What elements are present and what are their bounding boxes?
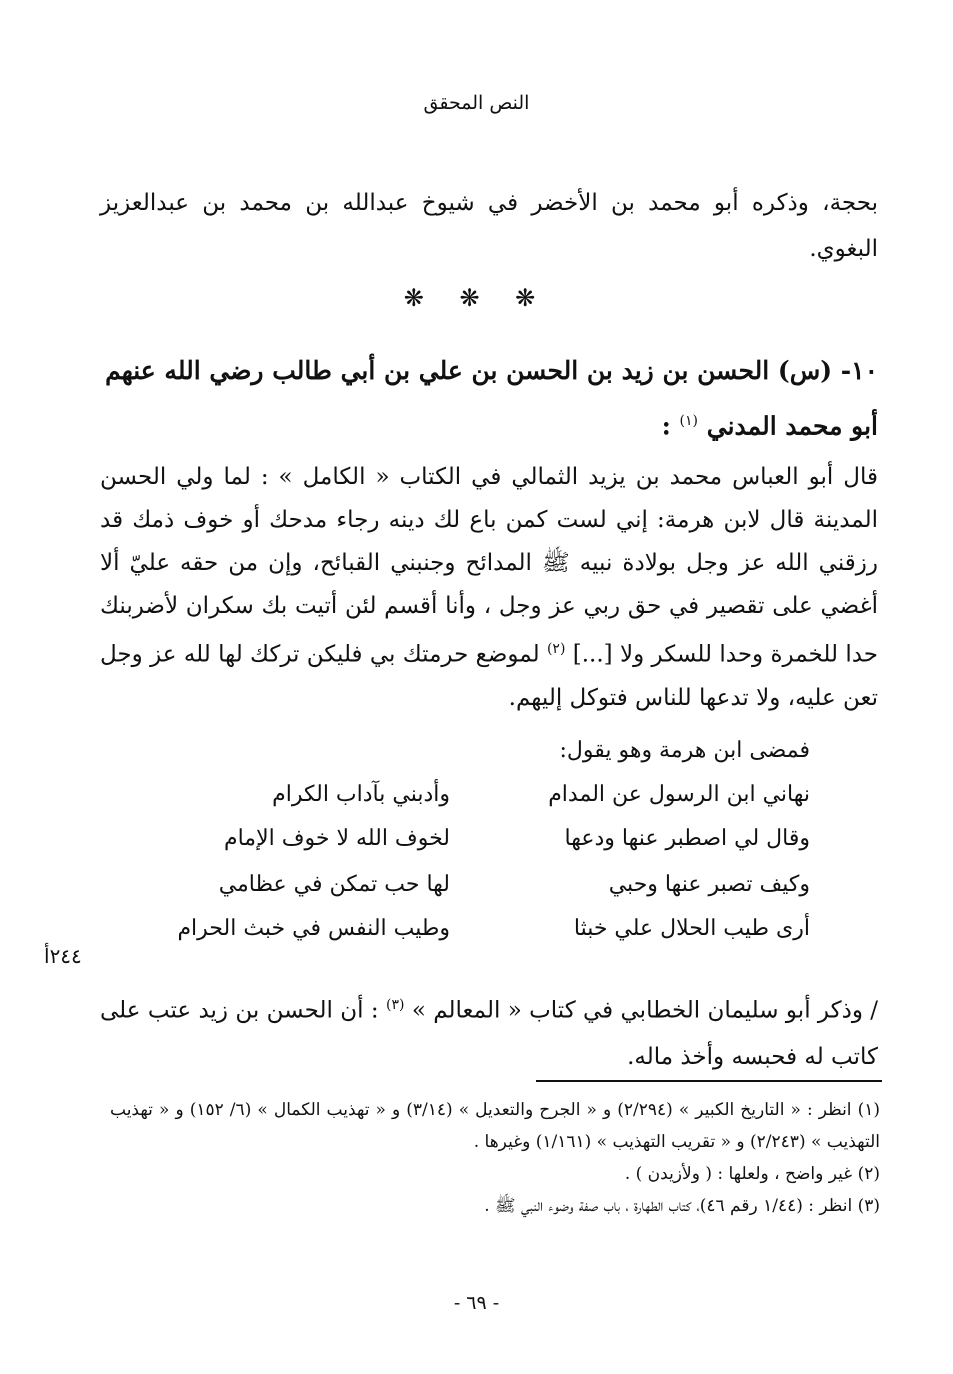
footnote-ref-1: (١) xyxy=(679,413,699,429)
footnote-ref-3: (٣) xyxy=(385,997,405,1013)
verse-first-hemistich: أرى طيب الحلال علي خبثا xyxy=(573,916,810,941)
poem-intro: فمضى ابن هرمة وهو يقول: xyxy=(559,738,810,763)
entry-heading-text: ١٠- (س) الحسن بن زيد بن الحسن بن علي بن أبي طالب رضي الله عنهم أبو محمد المدني xyxy=(105,356,878,441)
closing-paragraph xyxy=(100,982,878,1080)
section-separator: ❋ ❋ ❋ xyxy=(403,284,550,312)
main-paragraph-part2: لموضع حرمتك بي فليكن تركك لها لله عز وجل تعن عليه، ولا تدعها للناس فتوكل إليهم. xyxy=(100,641,878,711)
footnote-1: (١) انظر : « التاريخ الكبير » (٢/٢٩٤) و « الجرح والتعديل » (٣/١٤) و « تهذيب الكمال » (٦/ ١٥٢) و « تهذيب التهذيب » (٢/٢٤٣) و « تقريب التهذيب » (١/١٦١) وغيرها . xyxy=(110,1100,880,1152)
verse-second-hemistich: لها حب تمكن في عظامي xyxy=(218,872,450,897)
intro-paragraph: بحجة، وذكره أبو محمد بن الأخضر في شيوخ عبدالله بن محمد بن عبدالعزيز البغوي. xyxy=(100,190,878,262)
footnote-2: (٢) غير واضح ، ولعلها : ( ولأزيدن ) . xyxy=(624,1164,880,1184)
footnote-ref-2: (٢) xyxy=(546,641,566,657)
verse-line xyxy=(150,782,810,826)
running-title: النص المحقق xyxy=(423,92,530,114)
manuscript-folio-marker: ٢٤٤أ xyxy=(44,944,82,968)
footnote-3: (٣) انظر : (١/٤٤ رقم ٤٦)، كتاب الطهارة ، باب صفة وضوء النبي ﷺ . xyxy=(484,1196,880,1216)
entry-heading-colon: : xyxy=(661,411,671,441)
closing-paragraph-part1: / وذكر أبو سليمان الخطابي في كتاب « المعالم » xyxy=(411,997,879,1024)
closing-paragraph-part2: : أن الحسن بن زيد عتب على كاتب له فحبسه وأخذ ماله. xyxy=(100,997,878,1070)
verse-first-hemistich: وكيف تصبر عنها وحبي xyxy=(608,872,810,897)
verse-line xyxy=(150,872,810,916)
page-number: - ٦٩ - xyxy=(453,1292,500,1314)
verse-line xyxy=(150,826,810,870)
footnote-divider xyxy=(536,1080,882,1082)
footnotes-block xyxy=(110,1094,880,1222)
verse-second-hemistich: وأدبني بآداب الكرام xyxy=(272,782,450,807)
entry-heading xyxy=(100,346,878,451)
verse-first-hemistich: وقال لي اصطبر عنها ودعها xyxy=(564,826,810,851)
verse-second-hemistich: وطيب النفس في خبث الحرام xyxy=(177,916,450,941)
main-paragraph xyxy=(100,456,878,720)
main-paragraph-part1: قال أبو العباس محمد بن يزيد الثمالي في الكتاب « الكامل » : لما ولي الحسن المدينة قال لابن هرمة: إني لست كمن باع لك دينه رجاء مدحك أو خوف ذمك قد رزقني الله عز وجل بولادة نبيه ﷺ المدائح وجنبني القبائح، وإن من حقه عليّ ألا أغضي على تقصير في حق ربي عز وجل ، وأنا أقسم لئن أتيت بك سكران لأضربنك حدا للخمرة وحدا للسكر ولا [...] xyxy=(100,464,878,668)
verse-line xyxy=(150,916,810,960)
verse-first-hemistich: نهاني ابن الرسول عن المدام xyxy=(548,782,810,807)
verse-second-hemistich: لخوف الله لا خوف الإمام xyxy=(223,826,450,851)
